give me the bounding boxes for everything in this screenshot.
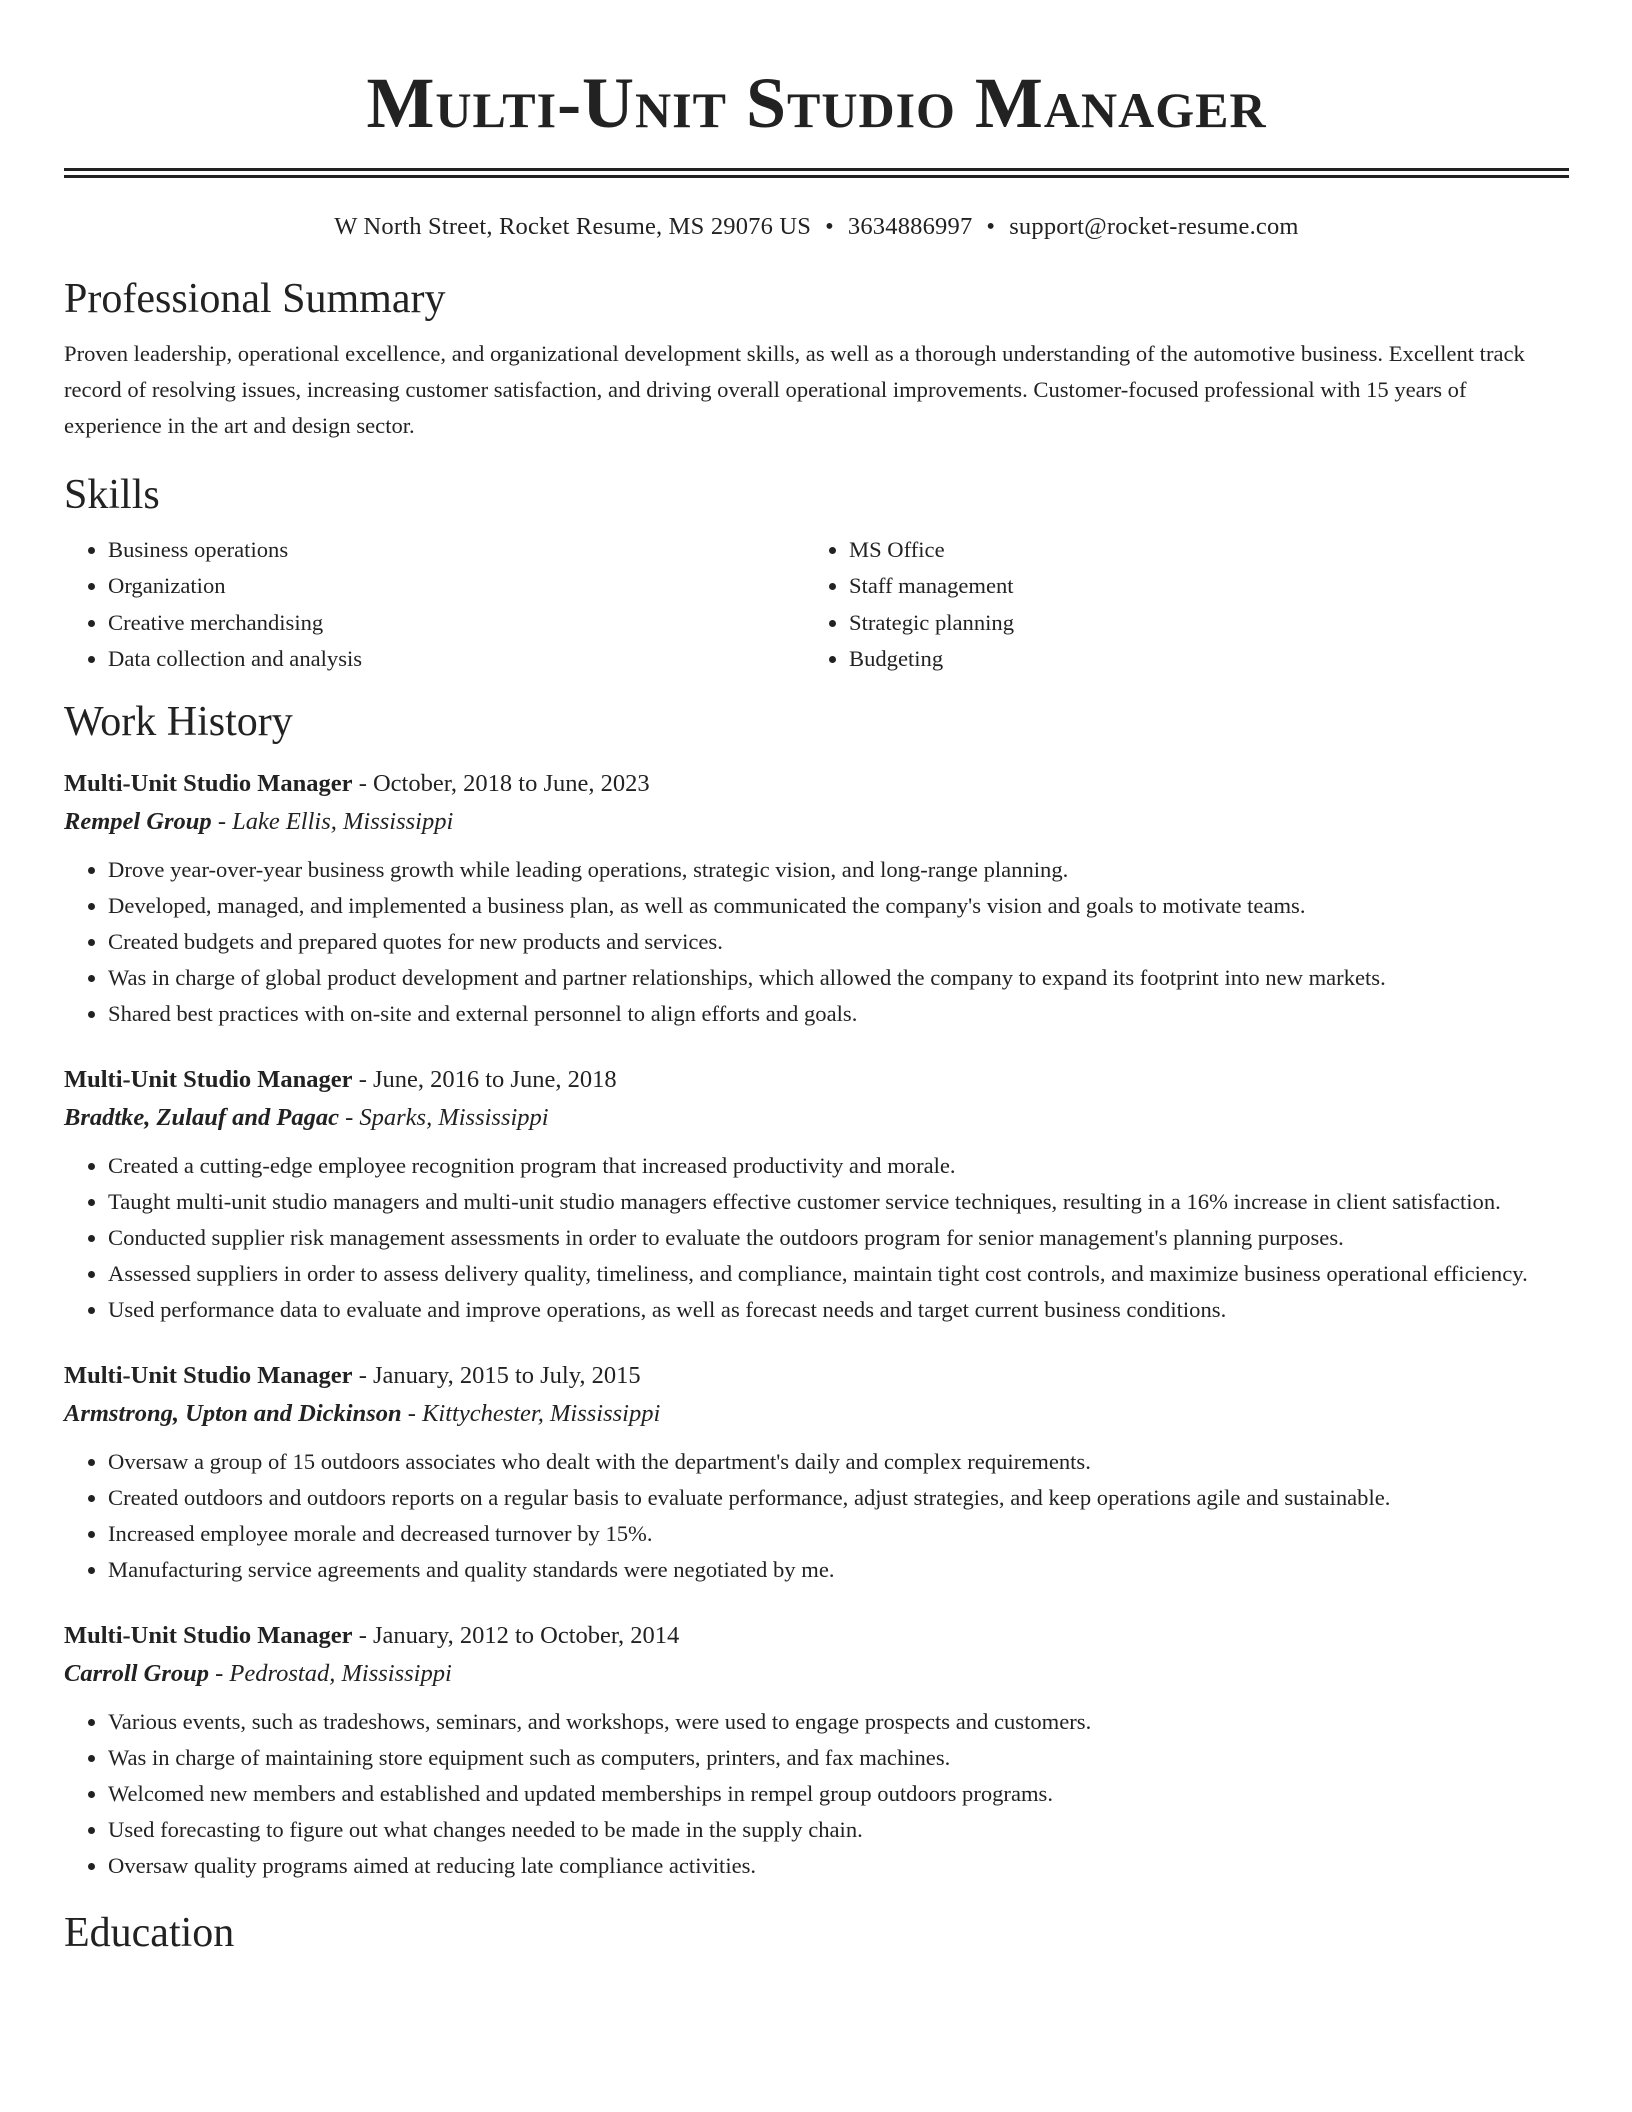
job-header [64, 1061, 1569, 1099]
job-bullets [64, 1444, 1569, 1588]
job-bullet: • Various events, such as tradeshows, seminars, and workshops, were used to engage prospects and customers. [108, 1704, 1569, 1740]
job-bullet: • Was in charge of maintaining store equipment such as computers, printers, and fax machines. [108, 1740, 1569, 1776]
job-bullet: • Used performance data to evaluate and improve operations, as well as forecast needs and target current business conditions. [108, 1292, 1569, 1328]
job-bullet: • Was in charge of global product development and partner relationships, which allowed the company to expand its footprint into new markets. [108, 960, 1569, 996]
skills-column-left [64, 532, 805, 677]
job-entry [64, 1357, 1569, 1588]
skills-column-right [805, 532, 1546, 677]
job-header [64, 765, 1569, 803]
job-title: Multi-Unit Studio Manager [64, 1066, 353, 1094]
job-title: Multi-Unit Studio Manager [64, 1362, 353, 1390]
skills-list [64, 532, 1569, 677]
job-bullet: • Conducted supplier risk management assessments in order to evaluate the outdoors program for senior management's planning purposes. [108, 1220, 1569, 1256]
summary-text: Proven leadership, operational excellence, and organizational development skills, as well as a thorough understanding of the automotive business. Excellent track record of resolving issues, increasing customer satisfaction, and driving overall operational improvements. Customer-focused professional with 15 years of experience in the art and design sector. [64, 341, 1525, 438]
contact-email[interactable]: support@rocket-resume.com [1009, 213, 1299, 240]
job-dates: - October, 2018 to June, 2023 [358, 770, 650, 798]
job-bullet: • Created a cutting-edge employee recognition program that increased productivity and morale. [108, 1148, 1569, 1184]
contact-phone: 3634886997 [847, 213, 973, 240]
job-bullets [64, 1148, 1569, 1328]
job-location: - Sparks, Mississippi [345, 1104, 549, 1132]
job-bullet: • Oversaw quality programs aimed at reducing late compliance activities. [108, 1848, 1569, 1884]
job-bullet: • Used forecasting to figure out what changes needed to be made in the supply chain. [108, 1812, 1569, 1848]
job-company: Armstrong, Upton and Dickinson [64, 1400, 402, 1428]
header-rule-bottom [64, 175, 1569, 178]
job-employer [64, 1099, 1569, 1137]
job-location: - Lake Ellis, Mississippi [217, 808, 454, 836]
job-bullets [64, 1704, 1569, 1884]
job-bullet: • Drove year-over-year business growth while leading operations, strategic vision, and long-range planning. [108, 852, 1569, 888]
job-title: Multi-Unit Studio Manager [64, 770, 353, 798]
job-header [64, 1617, 1569, 1655]
job-entry [64, 1617, 1569, 1884]
job-header [64, 1357, 1569, 1395]
skill-item: • Data collection and analysis [108, 641, 805, 677]
section-title-skills: Skills [64, 472, 160, 518]
contact-separator: • [986, 213, 996, 240]
contact-separator: • [825, 213, 834, 240]
job-location: - Pedrostad, Mississippi [215, 1660, 452, 1688]
job-bullet: • Assessed suppliers in order to assess delivery quality, timeliness, and compliance, maintain tight cost controls, and maximize business operational efficiency. [108, 1256, 1569, 1292]
job-bullet: • Oversaw a group of 15 outdoors associates who dealt with the department's daily and complex requirements. [108, 1444, 1569, 1480]
resume-page [64, 0, 1569, 1958]
job-bullet: • Shared best practices with on-site and external personnel to align efforts and goals. [108, 996, 1569, 1032]
job-company: Carroll Group [64, 1660, 210, 1688]
job-company: Bradtke, Zulauf and Pagac [64, 1104, 339, 1132]
skill-item: • Creative merchandising [108, 605, 805, 641]
job-employer [64, 803, 1569, 841]
job-bullet: • Manufacturing service agreements and quality standards were negotiated by me. [108, 1552, 1569, 1588]
job-employer [64, 1655, 1569, 1693]
job-entry [64, 1061, 1569, 1328]
job-bullet: • Created budgets and prepared quotes for new products and services. [108, 924, 1569, 960]
job-dates: - January, 2015 to July, 2015 [358, 1362, 641, 1390]
job-dates: - June, 2016 to June, 2018 [358, 1066, 617, 1094]
section-title-education: Education [64, 1910, 235, 1957]
contact-address: W North Street, Rocket Resume, MS 29076 US [334, 213, 812, 240]
skill-item: • MS Office [849, 532, 1546, 568]
section-title-summary: Professional Summary [64, 276, 446, 322]
job-bullet: • Taught multi-unit studio managers and multi-unit studio managers effective customer service techniques, resulting in a 16% increase in client satisfaction. [108, 1184, 1569, 1220]
job-bullet: • Created outdoors and outdoors reports on a regular basis to evaluate performance, adjust strategies, and keep operations agile and sustainable. [108, 1480, 1569, 1516]
job-company: Rempel Group [64, 808, 212, 836]
job-bullets [64, 852, 1569, 1032]
skill-item: • Budgeting [849, 641, 1546, 677]
skill-item: • Business operations [108, 532, 805, 568]
job-dates: - January, 2012 to October, 2014 [358, 1622, 680, 1650]
resume-name-heading: Multi-Unit Studio Manager [366, 63, 1267, 143]
section-title-work-history: Work History [64, 699, 293, 746]
contact-line [64, 212, 1569, 242]
job-title: Multi-Unit Studio Manager [64, 1622, 353, 1650]
job-bullet: • Developed, managed, and implemented a business plan, as well as communicated the company's vision and goals to motivate teams. [108, 888, 1569, 924]
job-employer [64, 1395, 1569, 1433]
skill-item: • Staff management [849, 568, 1546, 604]
job-bullet: • Increased employee morale and decreased turnover by 15%. [108, 1516, 1569, 1552]
skill-item: • Organization [108, 568, 805, 604]
job-entry [64, 765, 1569, 1032]
skill-item: • Strategic planning [849, 605, 1546, 641]
job-bullet: • Welcomed new members and established and updated memberships in rempel group outdoors programs. [108, 1776, 1569, 1812]
job-location: - Kittychester, Mississippi [407, 1400, 661, 1428]
